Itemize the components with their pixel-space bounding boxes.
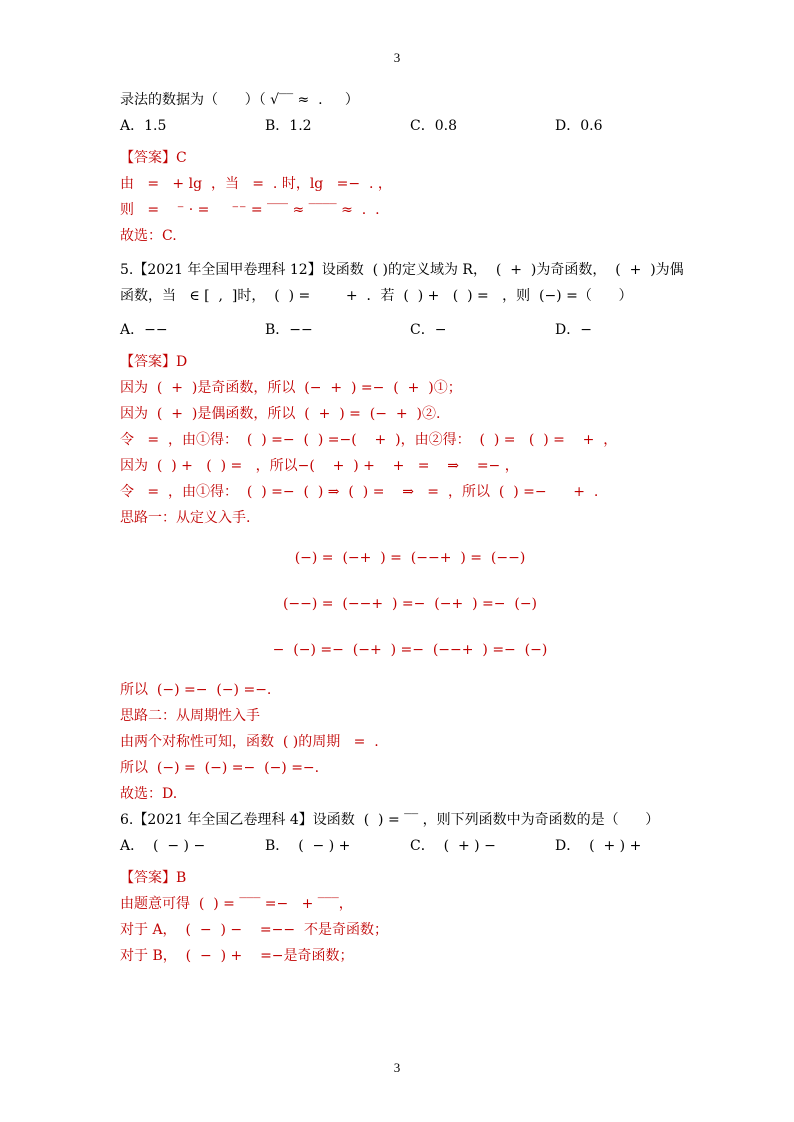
q4-stem: 录法的数据为（ ）（ √‾‾ ≈ . ） (120, 92, 359, 108)
q5-period: 由两个对称性可知，函数 ( )的周期 = . (120, 734, 379, 750)
q6-stem: 6.【2021 年全国乙卷理科 4】设函数 ( ) = ‾‾ ，则下列函数中为奇函数的是（ ） (120, 812, 660, 828)
option-d: D．− (555, 322, 592, 338)
q5-equation: − (−) =− (−+ ) =− (−−+ ) =− (−) (272, 642, 548, 658)
q5-stem-line: 函数，当 ∈ [ , ]时， ( ) = + ．若 ( ) + ( ) = ，则 (−) =（ ） (120, 288, 633, 304)
q6-answer: 【答案】B (120, 870, 187, 886)
page-number-bottom: 3 (393, 1060, 401, 1075)
q6-solution-line: 对于 A， ( − ) − =−− 不是奇函数； (120, 922, 388, 938)
q5-solution-line: 因为 ( + )是奇函数，所以 (− + ) =− ( + )①； (120, 380, 462, 396)
q4-answer: 【答案】C (120, 150, 187, 166)
q5-so-1: 所以 (−) =− (−) =−. (120, 682, 272, 698)
q5-idea-1: 思路一：从定义入手. (120, 510, 251, 526)
option-c: C．0.8 (410, 118, 457, 134)
q5-so-2: 所以 (−) = (−) =− (−) =−. (120, 760, 320, 776)
q6-options (120, 836, 700, 856)
q5-equation: (−−) = (−−+ ) =− (−+ ) =− (−) (282, 596, 538, 612)
option-a: A． ( − ) − (120, 838, 206, 854)
option-a: A．−− (120, 322, 168, 338)
q5-options (120, 320, 700, 340)
option-c: C．− (410, 322, 447, 338)
q4-solution-line: 则 = ⁻ · = ⁻⁻ = ‾‾‾ ≈ ‾‾‾‾ ≈ . . (120, 202, 380, 218)
q5-solution-line: 令 = ，由①得： ( ) =− ( ) =−( + )，由②得： ( ) = ( ) = + ， (120, 432, 618, 448)
q5-stem-line: 5.【2021 年全国甲卷理科 12】设函数 ( )的定义域为 R， ( + )为奇函数， ( + )为偶 (120, 262, 684, 278)
page-content (120, 90, 700, 972)
q6-solution-line: 由题意可得 ( ) = ‾‾‾ =− + ‾‾‾， (120, 896, 353, 912)
q5-answer: 【答案】D (120, 354, 188, 370)
q5-solution-line: 令 = ，由①得： ( ) =− ( ) ⇒ ( ) = ⇒ = ，所以 ( ) =− + . (120, 484, 599, 500)
q6-solution-line: 对于 B， ( − ) + =−是奇函数； (120, 948, 354, 964)
option-d: D．0.6 (555, 118, 603, 134)
q5-solution-line: 因为 ( + )是偶函数，所以 ( + ) = (− + )②. (120, 406, 441, 422)
q5-idea-2: 思路二：从周期性入手 (120, 708, 260, 724)
option-b: B． ( − ) + (265, 838, 351, 854)
q4-conclusion: 故选：C. (120, 228, 177, 244)
option-d: D． ( + ) + (555, 838, 642, 854)
q5-equation: (−) = (−+ ) = (−−+ ) = (−−) (294, 550, 526, 566)
q5-solution-line: 因为 ( ) + ( ) = ，所以−( + ) + + = ⇒ =− ， (120, 458, 519, 474)
option-a: A．1.5 (120, 118, 167, 134)
option-b: B．−− (265, 322, 313, 338)
page-number-top: 3 (393, 50, 401, 65)
q4-options (120, 116, 700, 136)
option-c: C． ( + ) − (410, 838, 496, 854)
q4-solution-line: 由 = + lg ，当 = . 时，lg =− . ， (120, 176, 392, 192)
q5-conclusion: 故选：D. (120, 786, 178, 802)
option-b: B．1.2 (265, 118, 312, 134)
